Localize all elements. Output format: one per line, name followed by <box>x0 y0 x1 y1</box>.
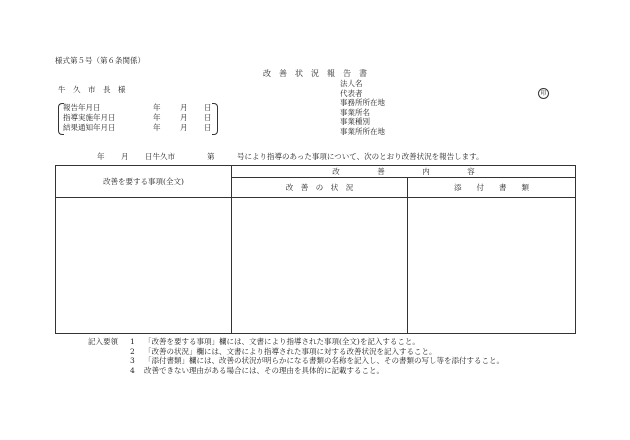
instruction-item <box>88 356 568 366</box>
header-improvement-status: 改 善 の 状 況 <box>232 178 408 198</box>
business-type-label: 事業種別 <box>340 117 370 127</box>
dates-block <box>58 103 218 133</box>
addressee: 牛 久 市 長 様 <box>58 85 126 94</box>
header-improvement-content: 改 善 内 容 <box>232 166 576 178</box>
cell-attached-documents[interactable] <box>408 198 576 334</box>
date-row <box>63 103 213 113</box>
intro-dai: 第 <box>207 152 215 161</box>
date-year: 年 <box>153 113 161 122</box>
applicant-block <box>340 79 385 137</box>
date-row <box>63 123 213 133</box>
instruction-number: 3 <box>130 356 135 366</box>
instruction-number: 2 <box>130 346 135 356</box>
business-address-label: 事業所所在地 <box>340 126 385 136</box>
intro-month: 月 <box>121 152 129 161</box>
cell-required-items[interactable] <box>56 198 232 334</box>
instruction-text: 「添付書類」欄には、改善の状況が明らかになる書類の名称を記入し、その書類の写し等を添付すること。 <box>144 356 504 366</box>
improvement-table <box>55 165 576 334</box>
date-year: 年 <box>153 103 161 112</box>
representative-label: 代表者 <box>340 88 363 98</box>
instruction-item <box>88 347 568 357</box>
intro-day-city: 日牛久市 <box>145 152 175 161</box>
instruction-text: 「改善の状況」欄には、文書により指導された事項に対する改善状況を記入すること。 <box>144 346 437 356</box>
instructions-block <box>88 337 568 375</box>
office-address-label: 事務所所在地 <box>340 98 385 108</box>
date-month: 月 <box>180 113 188 122</box>
header-attached-documents: 添 付 書 類 <box>408 178 576 198</box>
corp-name-label: 法人名 <box>340 79 363 88</box>
date-label: 報告年月日 <box>63 103 101 112</box>
instructions-heading: 記入要領 <box>88 337 118 346</box>
intro-rest: 号により指導のあった事項について、次のとおり改善状況を報告します。 <box>237 152 484 161</box>
date-label: 結果通知年月日 <box>63 123 116 132</box>
intro-year: 年 <box>97 152 105 161</box>
header-required-items: 改善を要する事項(全文) <box>56 166 232 198</box>
document-title: 改 善 状 況 報 告 書 <box>263 69 367 78</box>
date-month: 月 <box>180 103 188 112</box>
date-month: 月 <box>180 123 188 132</box>
form-number: 様式第５号（第６条関係） <box>55 56 145 65</box>
instruction-text: 「改善を要する事項」欄には、文書により指導された事項(全文)を記入すること。 <box>144 337 420 346</box>
date-day: 日 <box>204 113 212 122</box>
instruction-number: 1 <box>130 337 135 346</box>
cell-improvement-status[interactable] <box>232 198 408 334</box>
date-row <box>63 113 213 123</box>
instruction-text: 改善できない理由がある場合には、その理由を具体的に記載すること。 <box>144 365 384 375</box>
seal-mark: 印 <box>538 88 549 99</box>
date-day: 日 <box>204 123 212 132</box>
date-day: 日 <box>204 103 212 112</box>
instruction-number: 4 <box>130 365 135 375</box>
date-year: 年 <box>153 123 161 132</box>
instruction-item <box>88 366 568 376</box>
instruction-item <box>88 337 568 347</box>
date-label: 指導実施年月日 <box>63 113 116 122</box>
business-name-label: 事業所名 <box>340 107 370 117</box>
